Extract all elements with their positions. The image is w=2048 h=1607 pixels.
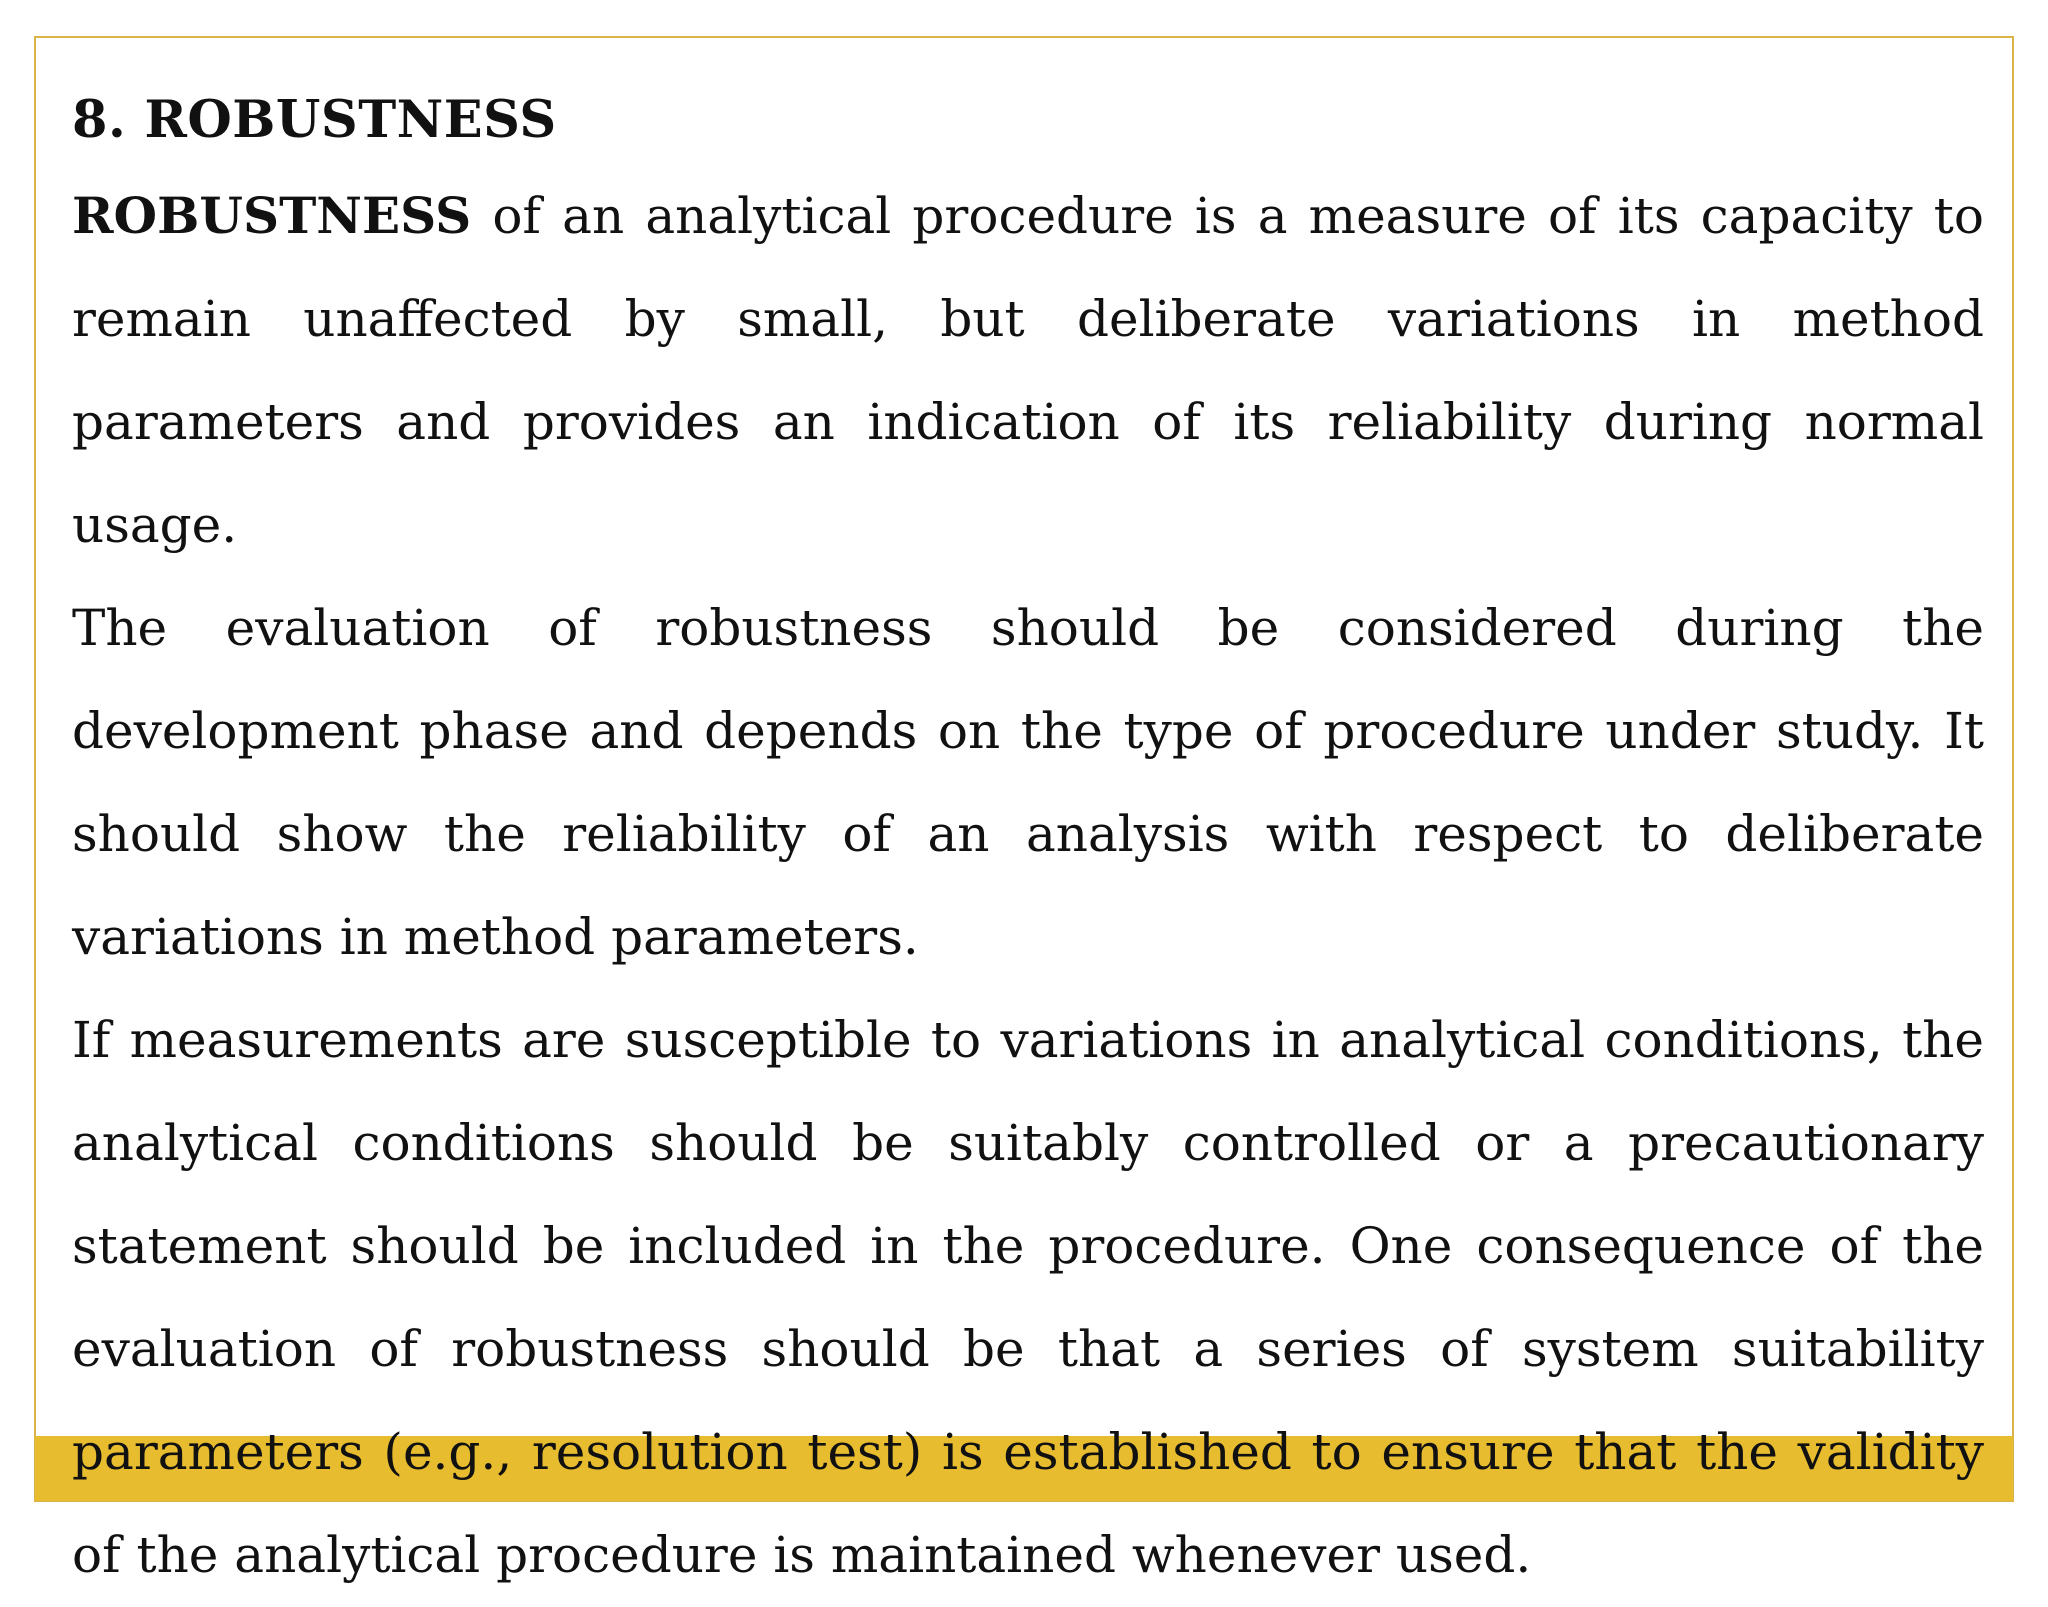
paragraph-measurements: If measurements are susceptible to variations in analytical conditions, the analytical conditions should be suitably controlled or a precautionary statement should be included in the procedure. One consequence of the evaluation of robustness should be that a series of system suitability parameters (e.g., resolution test) is established to ensure that the validity of the analytical procedure is maintained whenever used. xyxy=(72,1011,1984,1584)
definition-text: of an analytical procedure is a measure of its capacity to remain unaffected by small, but deliberate variations in method parameters and provides an indication of its reliability during normal usage. xyxy=(72,187,1984,554)
defined-term: ROBUSTNESS xyxy=(72,186,472,245)
slide-content xyxy=(72,84,1984,1607)
paragraph-definition xyxy=(72,164,1984,577)
section-heading: 8. ROBUSTNESS xyxy=(72,90,557,150)
paragraph-evaluation: The evaluation of robustness should be considered during the development phase and depends on the type of procedure under study. It should show the reliability of an analysis with respect to deliberate variations in method parameters. xyxy=(72,599,1984,966)
